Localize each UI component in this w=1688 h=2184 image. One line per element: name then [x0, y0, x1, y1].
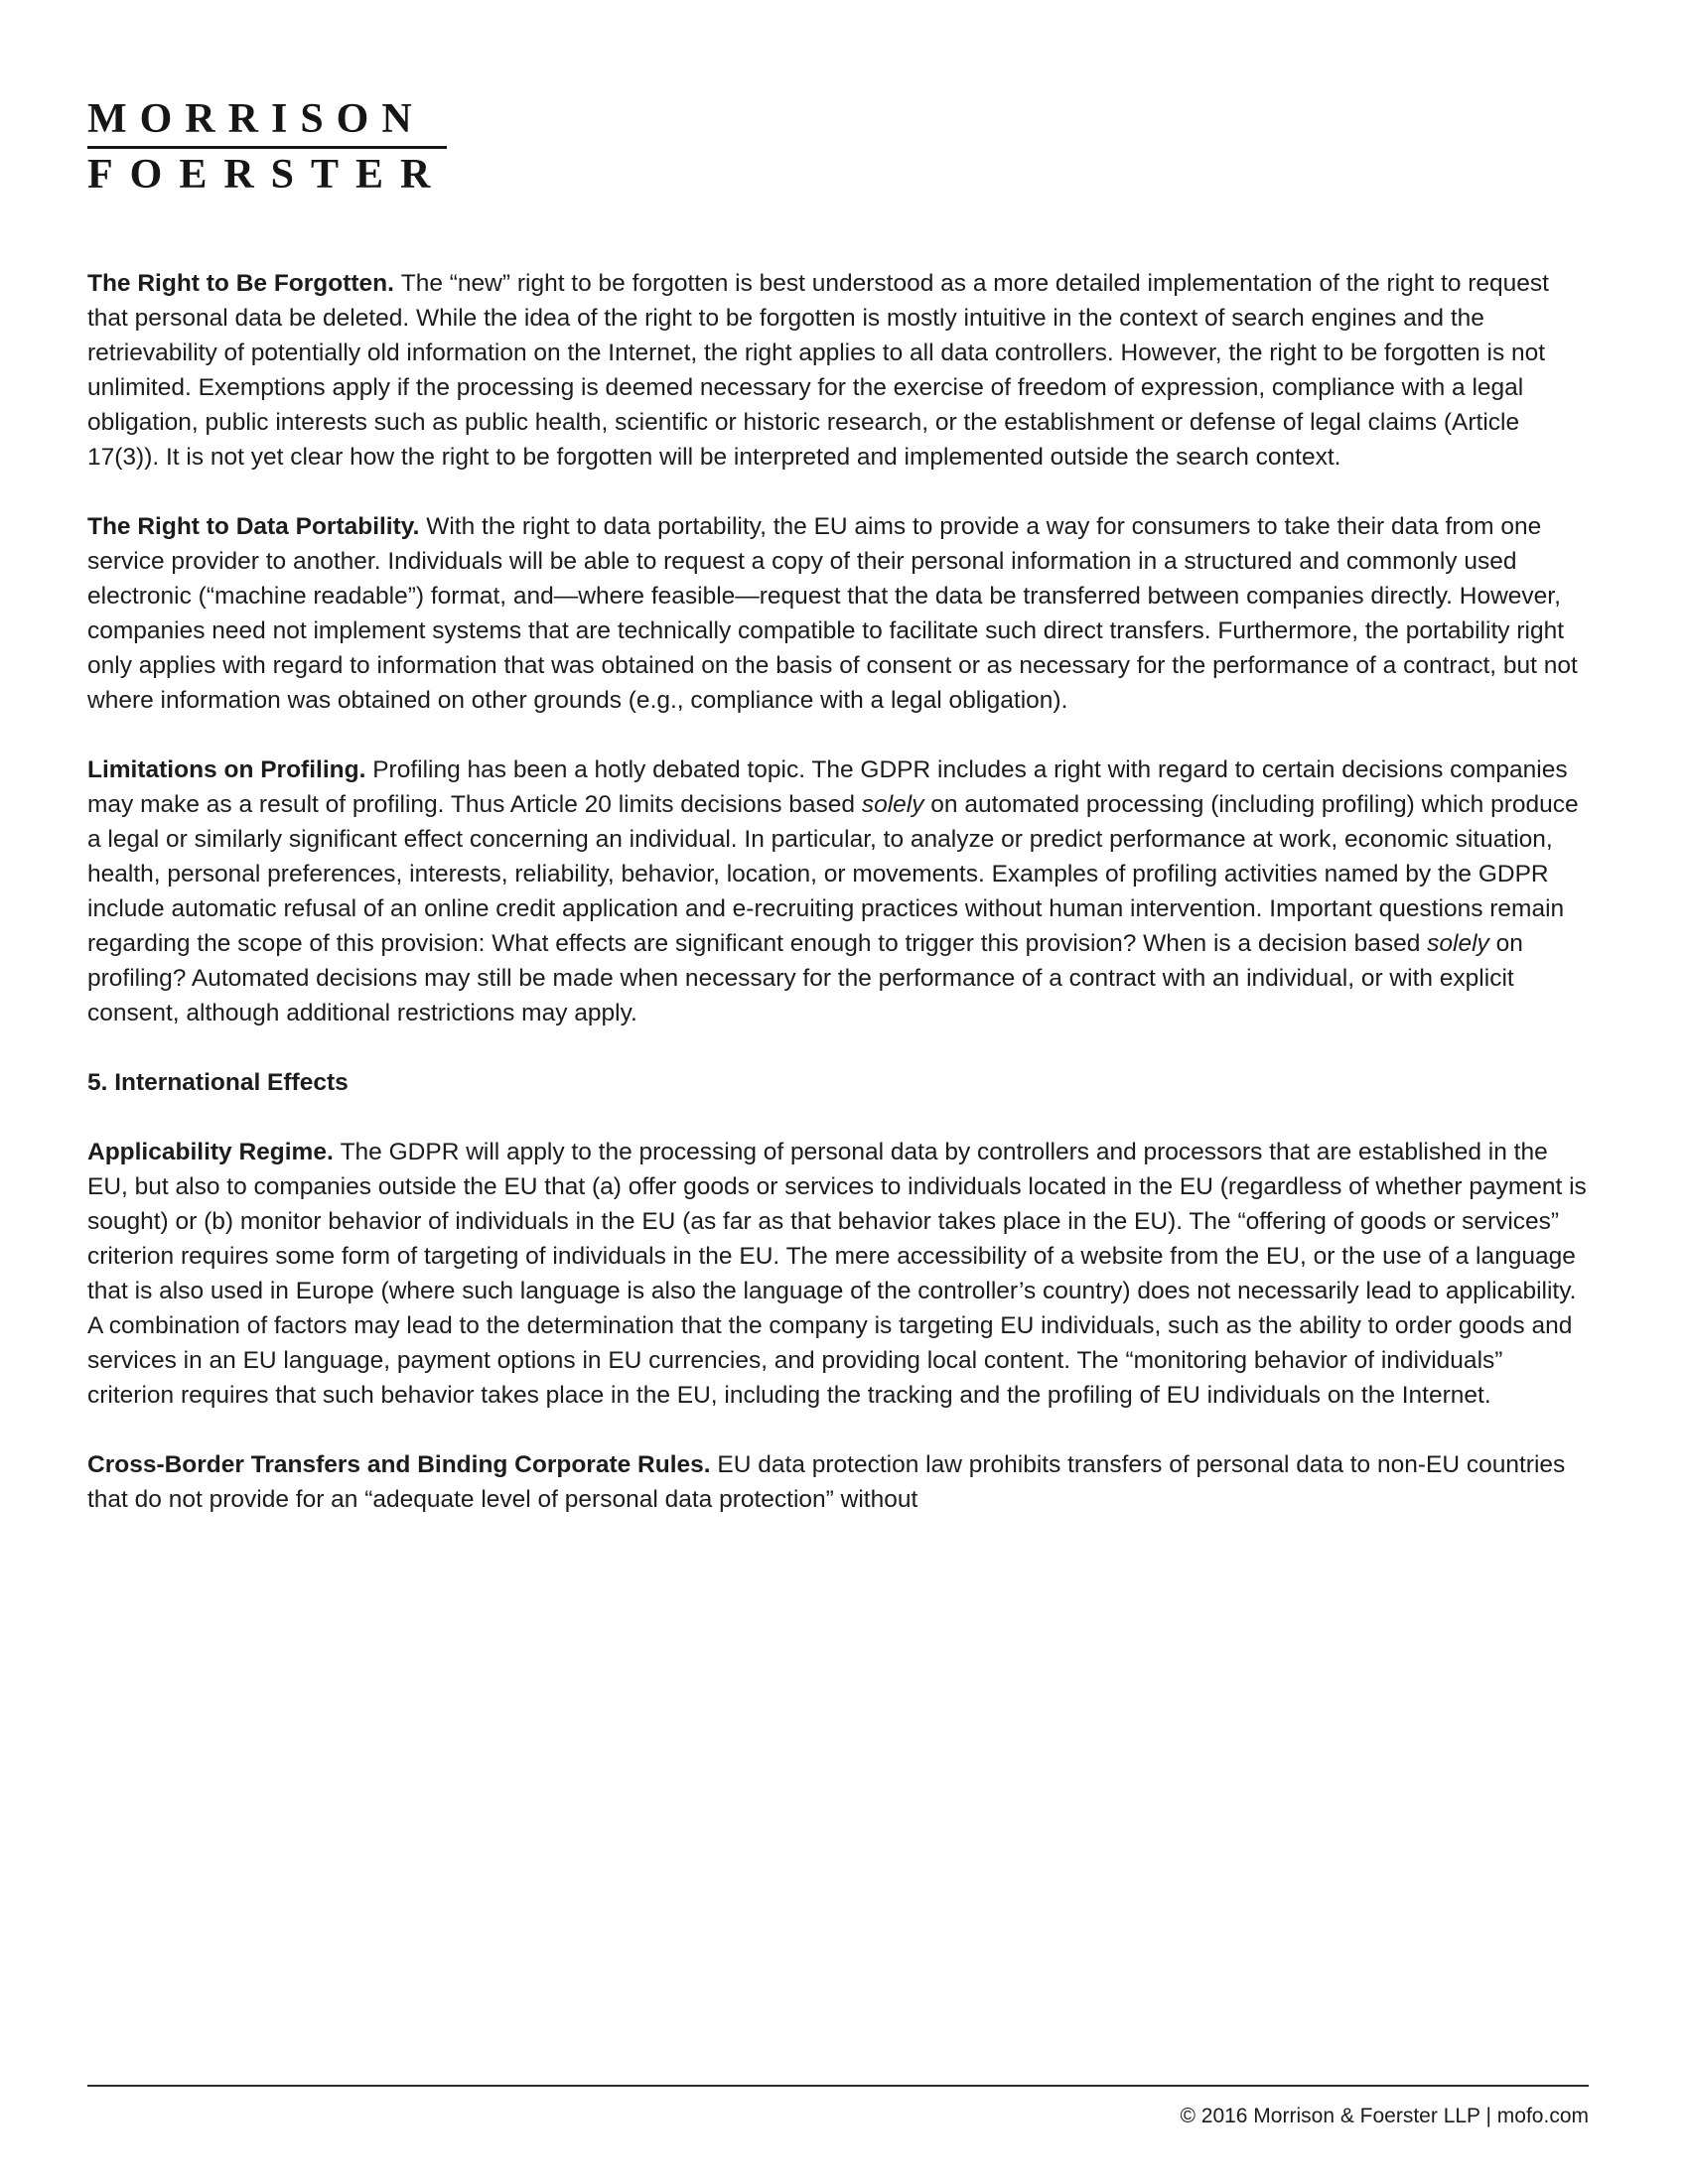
emphasis-text: solely — [1427, 930, 1489, 957]
text-run: With the right to data portability, the EU aims to provide a way for consumers to take their data from one service provider to another. Individuals will be able to request a copy of their personal information in a structured and commonly used electronic (“machine readable”) format, and—where feasible—request that the data be transferred between companies directly. However, companies need not implement systems that are technically compatible to facilitate such direct transfers. Furthermore, the portability right only applies with regard to information that was obtained on the basis of consent or as necessary for the performance of a contract, but not where information was obtained on other grounds (e.g., compliance with a legal obligation). — [87, 513, 1578, 714]
emphasis-text: solely — [861, 791, 924, 818]
text-run: on automated processing (including profiling) which produce a legal or similarly significant effect concerning an individual. In particular, to analyze or predict performance at work, economic situation, health, personal preferences, interests, reliability, behavior, location, or movements. Examples of profiling activities named by the GDPR include automatic refusal of an online credit application and e-recruiting practices without human intervention. Important questions remain regarding the scope of this provision: What effects are significant enough to trigger this provision? When is a decision based — [87, 791, 1579, 957]
logo-text-morrison: MORRISON — [87, 96, 425, 142]
text-run: EU data protection law prohibits transfers of personal data to non-EU countries that do not provide for an “adequate level of personal data protection” without — [87, 1451, 1566, 1513]
paragraph — [87, 266, 1592, 475]
text-run: on profiling? Automated decisions may still be made when necessary for the performance of a contract with an individual, or with explicit consent, although additional restrictions may apply. — [87, 930, 1523, 1026]
paragraph — [87, 509, 1592, 718]
footer-divider — [87, 2085, 1589, 2087]
paragraph-lead: The Right to Data Portability. — [87, 513, 427, 540]
text-run: Profiling has been a hotly debated topic. The GDPR includes a right with regard to certain decisions companies may make as a result of profiling. Thus Article 20 limits decisions based — [87, 756, 1568, 818]
document-body — [87, 266, 1592, 1552]
paragraph — [87, 752, 1592, 1030]
logo-divider — [87, 146, 447, 149]
paragraph-lead: Limitations on Profiling. — [87, 756, 373, 783]
paragraph-lead: The Right to Be Forgotten. — [87, 270, 401, 297]
section-heading: 5. International Effects — [87, 1069, 349, 1096]
copyright-text: © 2016 Morrison & Foerster LLP | mofo.com — [1180, 2105, 1589, 2127]
paragraph — [87, 1135, 1592, 1413]
paragraph — [87, 1447, 1592, 1517]
paragraph-lead: Cross-Border Transfers and Binding Corporate Rules. — [87, 1451, 718, 1478]
text-run: The GDPR will apply to the processing of personal data by controllers and processors that are established in the EU, but also to companies outside the EU that (a) offer goods or services to individuals located in the EU (regardless of whether payment is sought) or (b) monitor behavior of individuals in the EU (as far as that behavior takes place in the EU). The “offering of goods or services” criterion requires some form of targeting of individuals in the EU. The mere accessibility of a website from the EU, or the use of a language that is also used in Europe (where such language is also the language of the controller’s country) does not necessarily lead to applicability. A combination of factors may lead to the determination that the company is targeting EU individuals, such as the ability to order goods and services in an EU language, payment options in EU currencies, and providing local content. The “monitoring behavior of individuals” criterion requires that such behavior takes place in the EU, including the tracking and the profiling of EU individuals on the Internet. — [87, 1139, 1587, 1409]
company-logo — [87, 97, 447, 197]
paragraph-lead: Applicability Regime. — [87, 1139, 341, 1165]
logo-text-foerster: FOERSTER — [87, 152, 448, 199]
text-run: The “new” right to be forgotten is best understood as a more detailed implementation of the right to request that personal data be deleted. While the idea of the right to be forgotten is mostly intuitive in the context of search engines and the retrievability of potentially old information on the Internet, the right applies to all data controllers. However, the right to be forgotten is not unlimited. Exemptions apply if the processing is deemed necessary for the exercise of freedom of expression, compliance with a legal obligation, public interests such as public health, scientific or historic research, or the establishment or defense of legal claims (Article 17(3)). It is not yet clear how the right to be forgotten will be interpreted and implemented outside the search context. — [87, 270, 1549, 471]
page-footer — [87, 2085, 1589, 2128]
